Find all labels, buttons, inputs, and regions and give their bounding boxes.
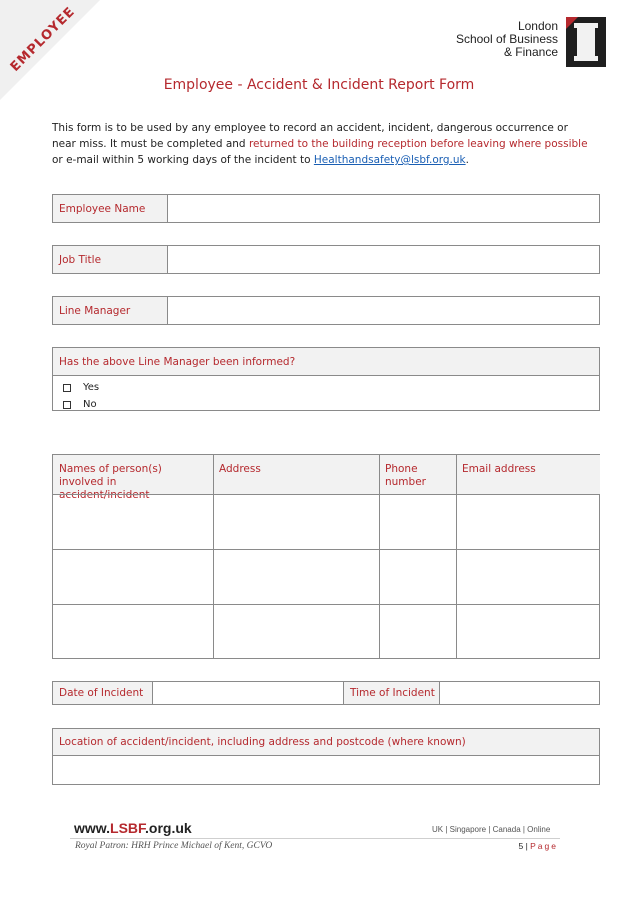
table-row[interactable] [53, 605, 599, 659]
time-field[interactable] [440, 682, 599, 704]
col-header-names: Names of person(s) involved in accident/incident [53, 455, 213, 494]
table-row[interactable] [53, 550, 599, 604]
intro-text-1: This form is to be used by any employee to record an accident, incident, dangerous occurrence or near miss. It must be completed and [52, 122, 568, 150]
job-title-label: Job Title [53, 246, 168, 273]
option-no[interactable] [63, 396, 599, 413]
informed-section [52, 347, 600, 411]
line-manager-label: Line Manager [53, 297, 168, 324]
logo-line-3: & Finance [503, 45, 558, 59]
informed-question: Has the above Line Manager been informed? [53, 348, 599, 376]
footer-patron: Royal Patron: HRH Prince Michael of Kent, GCVO [75, 841, 273, 851]
intro-text-3: . [465, 154, 469, 166]
time-label: Time of Incident [344, 682, 440, 704]
logo-line-1: London [517, 19, 558, 33]
option-yes[interactable] [63, 379, 599, 396]
employee-name-field[interactable] [168, 195, 599, 222]
footer-divider [70, 838, 560, 839]
col-header-email: Email address [456, 455, 600, 494]
intro-text-2: or e-mail within 5 working days of the incident to [52, 154, 314, 166]
option-yes-label: Yes [83, 382, 100, 393]
logo-line-2: School of Business [455, 32, 558, 46]
line-manager-row [52, 296, 600, 325]
intro-paragraph [52, 120, 592, 168]
location-label: Location of accident/incident, including address and postcode (where known) [53, 729, 599, 756]
corner-label: EMPLOYEE [7, 4, 79, 75]
location-field[interactable] [53, 756, 599, 784]
date-field[interactable] [153, 682, 344, 704]
table-row[interactable] [53, 495, 599, 549]
page-number: 5 | Page [518, 841, 558, 851]
job-title-field[interactable] [168, 246, 599, 273]
logo-accent [566, 17, 578, 29]
persons-table [52, 454, 600, 659]
job-title-row [52, 245, 600, 274]
location-section [52, 728, 600, 785]
form-title: Employee - Accident & Incident Report Form [163, 77, 475, 93]
footer-url[interactable]: www.LSBF.org.uk [74, 820, 192, 836]
checkbox-icon[interactable] [63, 401, 71, 409]
employee-name-row [52, 194, 600, 223]
email-link[interactable]: Healthandsafety@lsbf.org.uk [313, 154, 466, 166]
line-manager-field[interactable] [168, 297, 599, 324]
footer-regions: UK | Singapore | Canada | Online [432, 825, 551, 834]
date-time-row [52, 681, 600, 705]
logo-text [456, 20, 558, 59]
col-header-address: Address [213, 455, 379, 494]
col-header-phone: Phone number [379, 455, 456, 494]
checkbox-icon[interactable] [63, 384, 71, 392]
date-label: Date of Incident [53, 682, 153, 704]
intro-text-red: returned to the building reception before leaving where possible [248, 138, 588, 150]
option-no-label: No [83, 399, 97, 410]
employee-name-label: Employee Name [53, 195, 168, 222]
